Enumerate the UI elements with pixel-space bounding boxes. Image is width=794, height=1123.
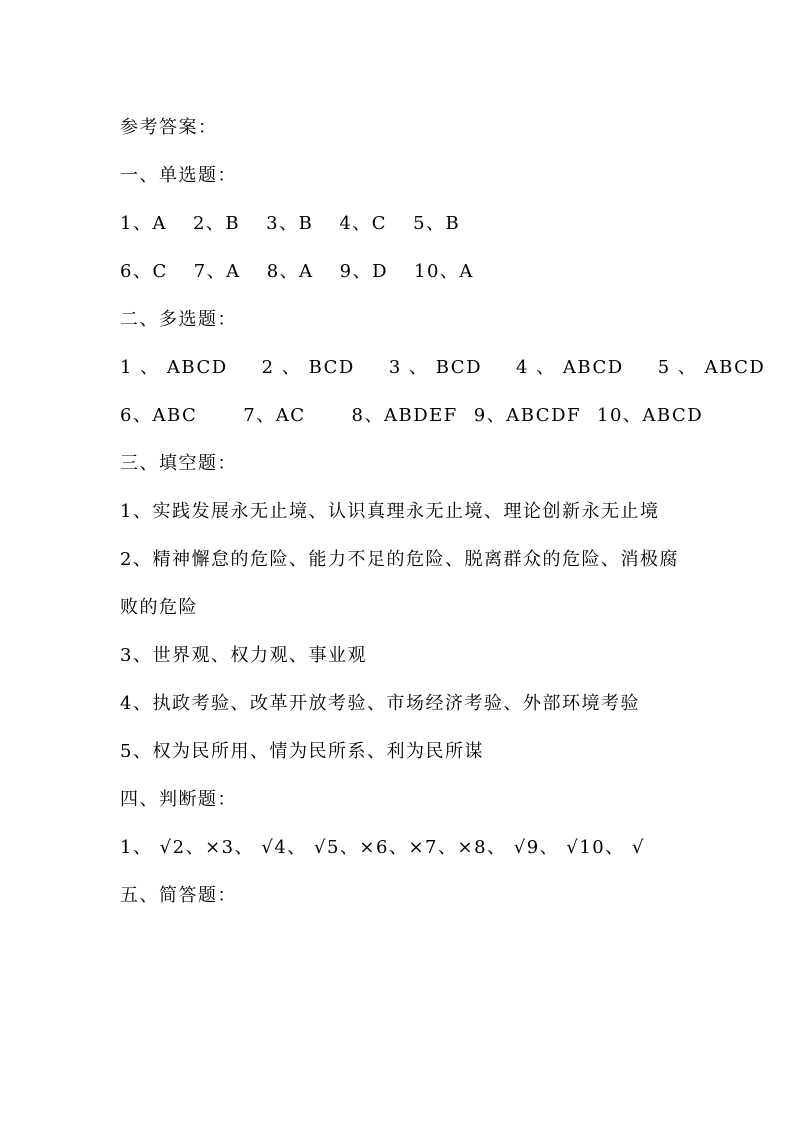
multiple-choice-row-1 [120,344,766,392]
fill-blank-item: 5、权为民所用、情为民所系、利为民所谋 [120,741,484,762]
fill-blank-item: 2、精神懈怠的危险、能力不足的危险、脱离群众的危险、消极腐败的危险 [120,549,679,618]
answer-key-heading: 参考答案： [120,117,218,138]
single-choice-title: 一、单选题： [120,165,237,186]
multiple-choice-answer: 7、AC [243,405,306,426]
single-choice-answer: 9、D [339,261,389,282]
multiple-choice-answer: 9、ABCDF [473,405,581,426]
true-false-answers: 1、 √2、×3、 √4、 √5、×6、×7、×8、 √9、 √10、 √ [120,837,645,858]
fill-blank-item: 1、实践发展永无止境、认识真理永无止境、理论创新永无止境 [120,501,660,522]
multiple-choice-answer: 8、ABDEF [351,405,458,426]
short-answer-title: 五、简答题： [120,885,237,906]
single-choice-answer: 7、A [193,261,241,282]
multiple-choice-row-2 [120,392,704,440]
single-choice-answer: 4、C [339,213,388,234]
fill-blank-item: 4、执政考验、改革开放考验、市场经济考验、外部环境考验 [120,693,640,714]
multiple-choice-answer: 10、ABCD [597,405,704,426]
true-false-title: 四、判断题： [120,789,237,810]
multiple-choice-answer: 5 、 ABCD [657,357,766,378]
single-choice-answer: 5、B [413,213,461,234]
multiple-choice-answer: 3 、 BCD [388,357,483,378]
fill-blank-title: 三、填空题： [120,453,237,474]
single-choice-row-1 [120,200,680,248]
multiple-choice-answer: 1 、 ABCD [120,357,228,378]
single-choice-answer: 8、A [266,261,314,282]
multiple-choice-title: 二、多选题： [120,309,237,330]
multiple-choice-answer: 2 、 BCD [261,357,355,378]
fill-blank-item: 3、世界观、权力观、事业观 [120,645,367,666]
single-choice-answer: 3、B [266,213,314,234]
single-choice-answer: 2、B [192,213,241,234]
single-choice-answer: 1、A [120,213,167,234]
single-choice-answer: 6、C [120,261,168,282]
multiple-choice-answer: 6、ABC [120,405,198,426]
single-choice-answer: 10、A [414,261,474,282]
answer-key [120,104,766,920]
multiple-choice-answer: 4 、 ABCD [516,357,624,378]
single-choice-row-2 [120,248,680,296]
